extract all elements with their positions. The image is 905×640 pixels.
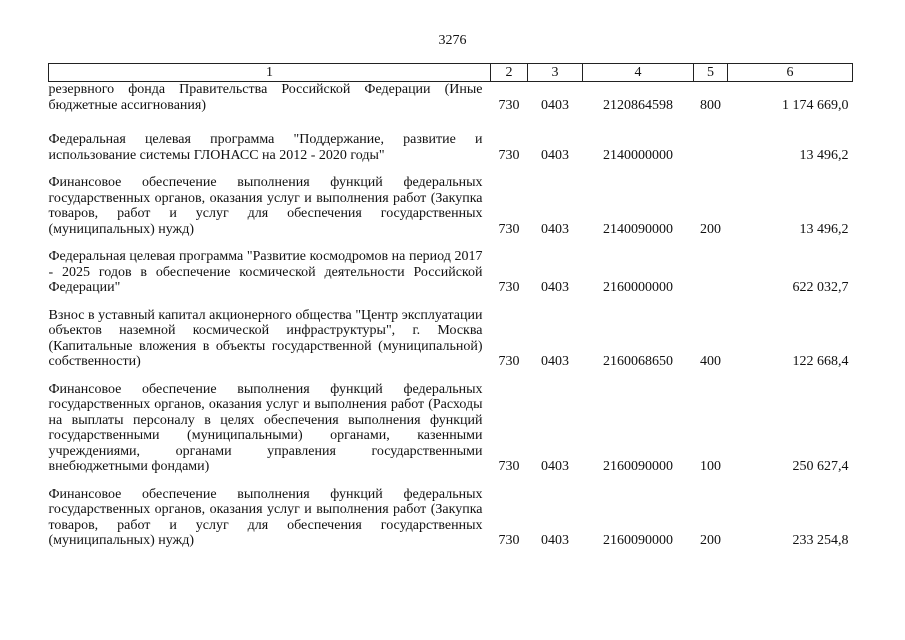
row-ministry-code: 730 bbox=[498, 533, 520, 548]
row-target-code: 2140000000 bbox=[603, 147, 673, 163]
header-col-5: 5 bbox=[694, 64, 728, 82]
row-ministry-code: 730 bbox=[498, 147, 520, 163]
row-section-code: 0403 bbox=[541, 147, 569, 163]
row-expense-type: 200 bbox=[700, 221, 721, 237]
row-ministry-code: 730 bbox=[498, 280, 520, 295]
table-row bbox=[49, 237, 853, 296]
row-section-code: 0403 bbox=[541, 97, 569, 113]
row-expense-type: 100 bbox=[700, 459, 721, 474]
table-row bbox=[49, 296, 853, 370]
table-row bbox=[49, 120, 853, 163]
row-target-code: 2160090000 bbox=[603, 459, 673, 474]
table-row bbox=[49, 163, 853, 237]
row-target-code: 2120864598 bbox=[603, 97, 673, 113]
row-description: Федеральная целевая программа "Поддержание, развитие и использование системы ГЛОНАСС на 2012 - 2020 годы" bbox=[48, 132, 483, 163]
table-row bbox=[49, 82, 853, 121]
row-amount: 233 254,8 bbox=[792, 533, 849, 548]
row-expense-type bbox=[694, 120, 728, 163]
row-section-code: 0403 bbox=[541, 221, 569, 237]
row-expense-type: 200 bbox=[700, 533, 721, 548]
row-amount: 13 496,2 bbox=[799, 221, 849, 237]
row-target-code: 2160090000 bbox=[603, 533, 673, 548]
page-number: 3276 bbox=[438, 33, 467, 48]
row-description: Финансовое обеспечение выполнения функций федеральных государственных органов, оказания услуг и выполнения работ (Расходы на выплаты персоналу в целях обеспечения выполнения функций государственными (муниципальными) органами, казенными учреждениями, органами управления государственными внебюджетными фондами) bbox=[48, 381, 483, 474]
header-col-3: 3 bbox=[528, 64, 583, 82]
header-col-2: 2 bbox=[491, 64, 528, 82]
row-amount: 122 668,4 bbox=[792, 354, 849, 369]
row-expense-type bbox=[694, 237, 728, 296]
table-row bbox=[49, 475, 853, 549]
row-section-code: 0403 bbox=[541, 459, 569, 474]
row-target-code: 2140090000 bbox=[603, 221, 673, 237]
row-description: Финансовое обеспечение выполнения функций федеральных государственных органов, оказания услуг и выполнения работ (Закупка товаров, работ и услуг для обеспечения государственных (муниципальных) нужд) bbox=[48, 175, 483, 237]
row-section-code: 0403 bbox=[541, 533, 569, 548]
row-description: Финансовое обеспечение выполнения функций федеральных государственных органов, оказания услуг и выполнения работ (Закупка товаров, работ и услуг для обеспечения государственных (муниципальных) нужд) bbox=[48, 486, 483, 548]
row-ministry-code: 730 bbox=[498, 354, 520, 369]
row-description: Взнос в уставный капитал акционерного общества "Центр эксплуатации объектов наземной космической инфраструктуры", г. Москва (Капитальные вложения в объекты государственной (муниципальной) собственности) bbox=[48, 307, 483, 369]
row-ministry-code: 730 bbox=[498, 97, 520, 113]
row-expense-type: 800 bbox=[700, 97, 721, 113]
header-col-1: 1 bbox=[49, 64, 491, 82]
row-amount: 622 032,7 bbox=[792, 280, 849, 295]
row-expense-type: 400 bbox=[700, 354, 721, 369]
row-amount: 1 174 669,0 bbox=[782, 97, 849, 113]
row-section-code: 0403 bbox=[541, 280, 569, 295]
row-target-code: 2160068650 bbox=[603, 354, 673, 369]
table-row bbox=[49, 370, 853, 475]
row-amount: 250 627,4 bbox=[792, 459, 849, 474]
row-ministry-code: 730 bbox=[498, 459, 520, 474]
header-col-4: 4 bbox=[583, 64, 694, 82]
row-ministry-code: 730 bbox=[498, 221, 520, 237]
header-row bbox=[49, 64, 853, 82]
header-col-6: 6 bbox=[728, 64, 853, 82]
budget-table bbox=[48, 63, 853, 549]
row-description: резервного фонда Правительства Российской Федерации (Иные бюджетные ассигнования) bbox=[48, 82, 483, 113]
row-amount: 13 496,2 bbox=[799, 147, 849, 163]
row-section-code: 0403 bbox=[541, 354, 569, 369]
row-description: Федеральная целевая программа "Развитие космодромов на период 2017 - 2025 годов в обеспечение космической деятельности Российской Федерации" bbox=[48, 249, 483, 295]
row-target-code: 2160000000 bbox=[603, 280, 673, 295]
